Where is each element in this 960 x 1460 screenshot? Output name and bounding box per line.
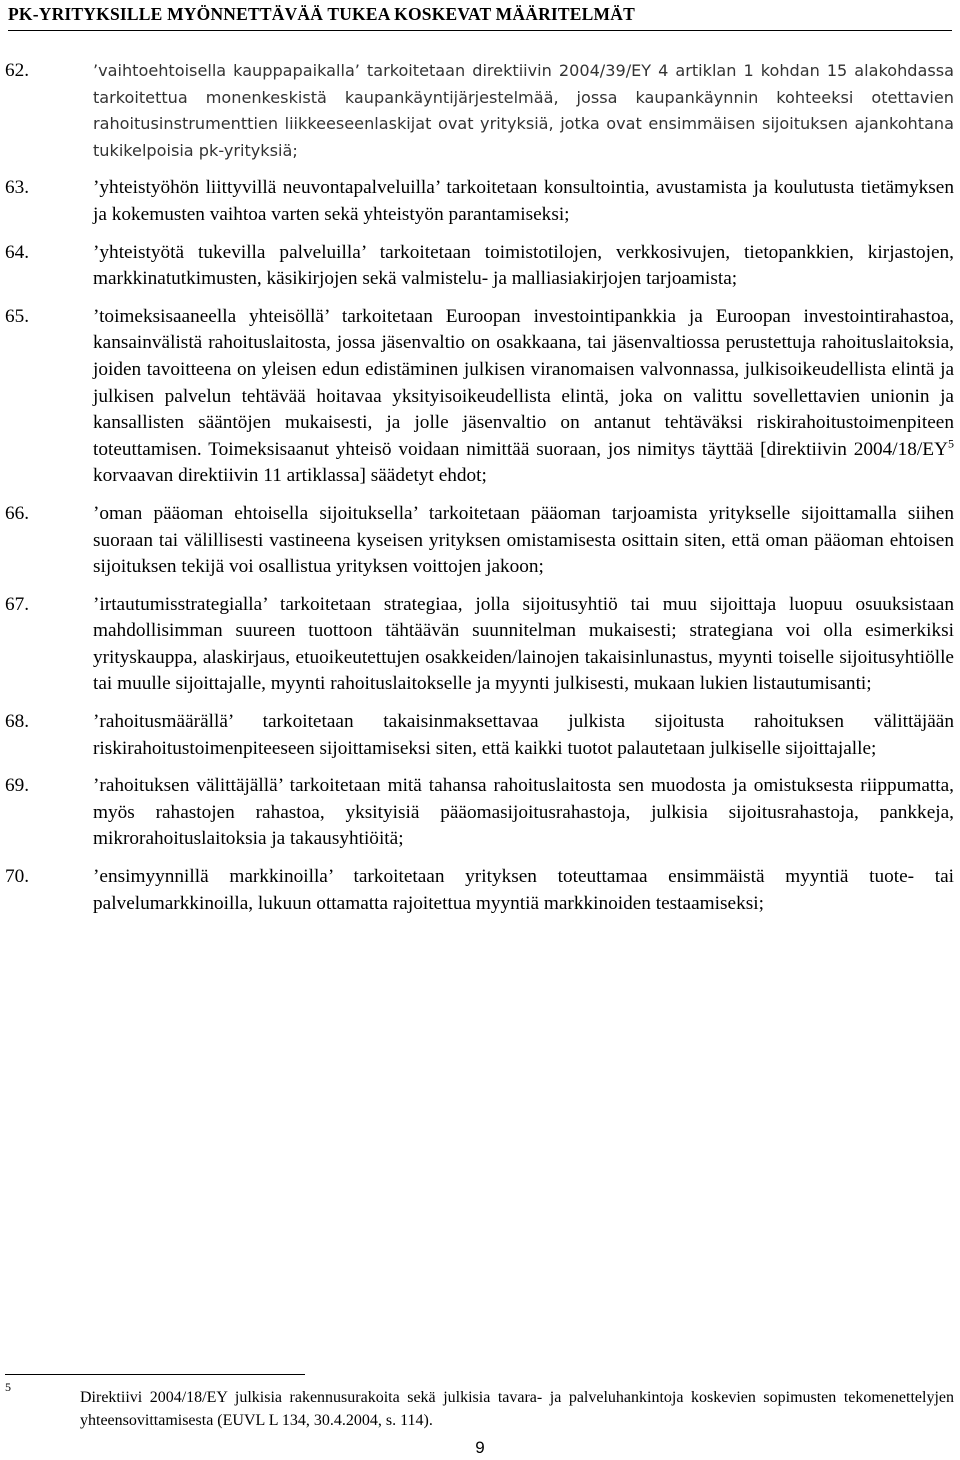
definition-text-body: ’yhteistyötä tukevilla palveluilla’ tarkoitetaan toimistotilojen, verkkosivujen, tietopankkien, kirjastojen, markkinatutkimusten, käsikirjojen sekä valmistelu- ja malliasiakirjojen tarjoamista; [93, 241, 954, 290]
definition-text-body: ’irtautumisstrategialla’ tarkoitetaan strategiaa, jolla sijoitusyhtiö tai muu sijoittaja luopuu osuuksistaan mahdollisimman suureen tuottoon tähtäävän suunnitelman mukaisesti; strategiana voi olla esimerkiksi yrityskauppa, alaskirjaus, etuoikeutettujen osakkeiden/lainojen takaisinlunastus, myynti toiselle sijoitusyhtiölle tai muulle sijoittajalle, myynti rahoituslaitokselle ja myynti julkisesti, mukaan lukien listautumisanti; [93, 593, 954, 695]
definition-number: 63. [5, 177, 30, 199]
definition-text [93, 775, 954, 849]
definition-number: 67. [5, 593, 30, 615]
definition-item [0, 773, 960, 853]
definition-item [0, 592, 960, 698]
definition-item [0, 58, 960, 164]
page-number: 9 [475, 1438, 485, 1457]
definition-item [0, 175, 960, 228]
definitions-list [0, 58, 960, 928]
definition-text [93, 242, 954, 290]
footnote-separator [5, 1374, 305, 1375]
footnote [0, 1380, 960, 1432]
definition-text-body: ’vaihtoehtoisella kauppapaikalla’ tarkoitetaan direktiivin 2004/39/EY 4 artiklan 1 kohdan 15 alakohdassa tarkoitettua monenkeskistä kaupankäyntijärjestelmää, jossa kaupankäynnin kohteeksi otettavien rahoitusinstrumenttien liikkeeseenlaskijat ovat yrityksiä, jotka ovat ensimmäisen sijoituksen ajankohtana tukikelpoisia pk-yrityksiä; [93, 61, 954, 160]
footnote-reference[interactable]: 5 [948, 436, 954, 451]
definition-number: 69. [5, 775, 30, 797]
footnote-text: Direktiivi 2004/18/EY julkisia rakennusurakoita sekä julkisia tavara- ja palveluhankintoja koskevien sopimusten tekomenettelyjen yhteensovittamisesta (EUVL L 134, 30.4.2004, s. 114). [80, 1389, 954, 1429]
definition-text-body: ’oman pääoman ehtoisella sijoituksella’ tarkoitetaan pääoman tarjoamista yritykselle sijoittamalla siihen suoraan tai välillisesti vastineena kyseisen yrityksen omistamisesta osittain siten, että oman pääoman ehtoisen sijoituksen tekijä voi osallistua yrityksen voittojen jakoon; [93, 502, 954, 578]
definition-text [93, 177, 954, 225]
definition-text [93, 711, 954, 759]
definition-item [0, 709, 960, 762]
definition-item [0, 304, 960, 490]
page-header [8, 2, 952, 31]
definition-text-before: ’toimeksisaaneella yhteisöllä’ tarkoitetaan Euroopan investointipankkia ja Euroopan investointirahastoa, kansainvälistä rahoituslaitosta, jossa jäsenvaltio on osakkaana, tai jäsenvaltiossa perustettuja rahoituslaitoksia, joiden tavoitteena on yleisen edun edistäminen julkisen viranomaisen valvonnassa, julkisoikeudellista elintä ja julkisen palvelun tehtävää hoitavaa yksityisoikeudellista elintä, joka on valittu sovellettavien unionin ja kansallisten sääntöjen mukaisesti, ja jolle jäsenvaltio on antanut tehtäväksi riskirahoitustoimenpiteen toteuttamisen. Toimeksisaanut yhteisö voidaan nimittää suoraan, jos nimitys täyttää [direktiivin 2004/18/EY [93, 305, 954, 460]
definition-number: 62. [5, 60, 30, 81]
definition-text-body: ’rahoitusmäärällä’ tarkoitetaan takaisinmaksettavaa julkista sijoitusta rahoituksen välittäjään riskirahoitustoimenpiteeseen sijoittamiseksi siten, että kaikki tuotot palautetaan julkiselle sijoittajalle; [93, 711, 954, 759]
definition-text [93, 594, 954, 695]
definition-text [93, 866, 954, 914]
definition-text [93, 503, 954, 577]
footnote-mark: 5 [5, 1380, 11, 1394]
definition-number: 70. [5, 866, 30, 888]
definition-item [0, 864, 960, 917]
header-title: PK-YRITYKSILLE MYÖNNETTÄVÄÄ TUKEA KOSKEVAT MÄÄRITELMÄT [8, 4, 635, 24]
definition-text [93, 61, 954, 160]
definition-text-body: ’yhteistyöhön liittyvillä neuvontapalveluilla’ tarkoitetaan konsultointia, avustamista ja koulutusta tietämyksen ja kokemusten vaihtoa varten sekä yhteistyön parantamiseksi; [93, 177, 954, 225]
definition-item [0, 501, 960, 581]
definition-number: 64. [5, 241, 30, 263]
definition-text-body: ’rahoituksen välittäjällä’ tarkoitetaan mitä tahansa rahoituslaitosta sen muodosta ja omistuksesta riippumatta, myös rahastojen rahastoa, yksityisiä pääomasijoitusrahastoja, julkisia sijoitusrahastoja, pankkeja, mikrorahoituslaitoksia ja takausyhtiöitä; [93, 775, 954, 850]
definition-text-body: ’ensimyynnillä markkinoilla’ tarkoitetaan yrityksen toteuttamaa ensimmäistä myyntiä tuote- tai palvelumarkkinoilla, lukuun ottamatta rajoitettua myyntiä markkinoiden testaamiseksi; [93, 866, 954, 914]
definition-item [0, 240, 960, 293]
definition-number: 68. [5, 711, 30, 733]
definition-text-after: korvaavan direktiivin 11 artiklassa] säädetyt ehdot; [93, 465, 487, 487]
definition-number: 65. [5, 305, 30, 327]
definition-text [93, 306, 954, 487]
definition-number: 66. [5, 502, 30, 524]
